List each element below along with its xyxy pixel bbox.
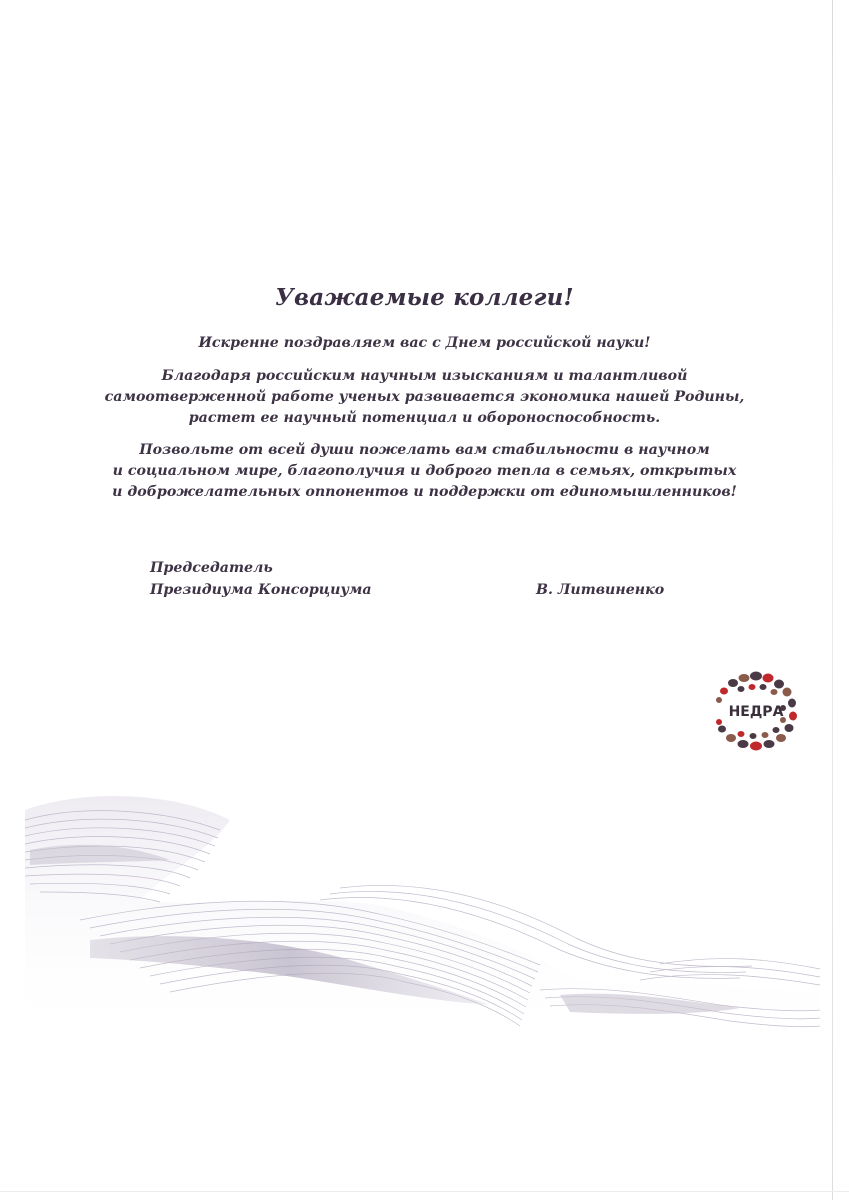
logo-wordmark: НЕДРА [728,704,784,720]
nedra-logo-ring-icon [703,668,803,754]
paragraph-line: растет ее научный потенциал и обороноспособность. [188,410,661,426]
letter-title: Уважаемые коллеги! [275,284,574,311]
paragraph-line: и доброжелательных оппонентов и поддержки от единомышленников! [112,484,737,500]
scan-edge-line [832,0,833,1200]
position-line: Президиума Консорциума [150,582,372,598]
wave-lines-icon [20,790,826,1050]
paragraph-line: самоотверженной работе ученых развивается экономика нашей Родины, [104,389,745,405]
signatory-name: В. Литвиненко [536,582,665,598]
position-line: Председатель [150,560,273,576]
scan-edge-bottom-line [0,1191,849,1192]
paragraph-line: Позвольте от всей души пожелать вам стабильности в научном [139,442,710,458]
paragraph-line: Благодаря российским научным изысканиям и талантливой [161,368,688,384]
body-paragraph-wishes [90,440,759,503]
signatory-position [150,557,372,601]
greeting-paragraph [90,333,759,354]
paragraph-line: и социальном мире, благополучия и доброго тепла в семьях, открытых [112,463,737,479]
decorative-wave-illustration [20,790,826,1050]
greeting-line: Искренне поздравляем вас с Днем российской науки! [198,335,651,351]
nedra-logo [703,668,803,754]
body-paragraph-science [90,366,759,429]
